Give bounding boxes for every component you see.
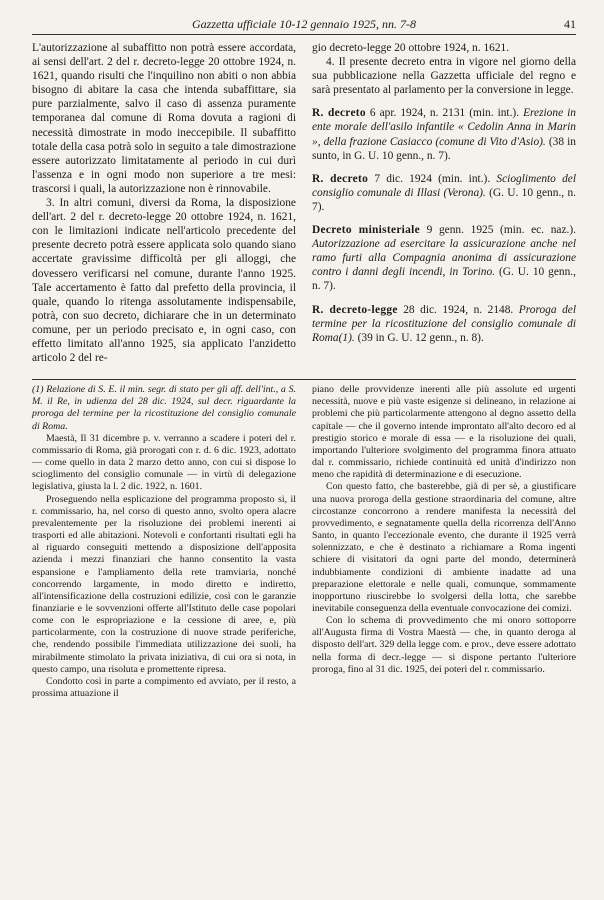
gazette-title: Gazzetta ufficiale 10-12 gennaio 1925, nn. 7-8 [192, 17, 416, 31]
footnote-heading: (1) Relazione di S. E. il min. segr. di stato per gli aff. dell'int., a S. M. il Re, in udienza del 28 dic. 1924, sul decr. riguardante la proroga del termine per la ricostituzione del consiglio comunale di Roma. [32, 384, 296, 432]
footnote-paragraph: Condotto così in parte a compimento ed avviato, per il resto, a prossima attuazione il [32, 675, 296, 700]
paragraph-art-4: 4. Il presente decreto entra in vigore nel giorno della sua pubblicazione nella Gazzetta ufficiale del regno e sarà presentato al parlamento per la conversione in legge. [312, 56, 576, 97]
decree-ref: (G. U. 10 genn., n. 7). [312, 266, 577, 293]
footnote-paragraph: Proseguendo nella esplicazione del programma proposto si, il r. commissario, ha, nel corso di questo anno, svolto opera alacre prevalentemente per la risoluzione dei problemi inerenti ai trasporti ed alle abitazioni. Notevoli e confortanti risultati egli ha al riguardo conseguiti mettendo a disposizione dell'apposita azienda i mezzi finanziari che hanno consentito la vasta espansione e l'ampliamento della rete tramviaria, nonché concorrendo largamente, in modo diretto e indiretto, all'intensificazione della costruzioni edilizie, così con le garanzie finanziarie e le sovvenzioni offerte all'Istituto delle case popolari come con le espropriazione e la cessione di aree, e, più particolarmente, con la costruzione di nuove strade periferiche, che, rendendo possibile l'immediata utilizzazione dei suoli, ha mirabilmente stimolato la privata iniziativa, di cui ora si nota, in questo campo, una risoluta e promettente ripresa. [32, 493, 296, 675]
decree-ref: (38 in sunto, in G. U. 10 genn., n. 7). [312, 135, 576, 162]
footnote-paragraph: piano delle provvidenze inerenti alle più assolute ed urgenti necessità, nuove e più vaste esigenze si delineano, in relazione ai problemi che più particolarmente attengono al degno assetto della capitale — che il governo intende improntato all'alto decoro ed al prestigio storico e morale di essa — e la risoluzione dei quali, importando l'ulteriore svolgimento del programma finora attuato dal r. commissario, richiede continuità ed unità d'indirizzo non meno che rapidità di determinazione e di esecuzione. [312, 384, 576, 481]
decree-kind: R. decreto-legge [312, 303, 398, 316]
decree-date: 7 dic. 1924 (min. int.). [374, 172, 491, 185]
footnote-paragraph: Maestà, Il 31 dicembre p. v. verranno a scadere i poteri del r. commissario di Roma, già prorogati con r. d. 6 dic. 1923, adottato — come quello in data 2 marzo detto anno, con cui si dispose lo scioglimento del consiglio comunale — in virtù di delegazione legislativa, giusta la l. 2 dic. 1922, n. 1601. [32, 432, 296, 493]
footnote-paragraph: Con lo schema di provvedimento che mi onoro sottoporre all'Augusta firma di Vostra Maestà — che, in quanto deroga al disposto dell'art. 329 della legge com. e prov., deve essere adottato nella forma di decr.-legge — si dispone pertanto l'ulteriore proroga, fino al 31 dic. 1925, dei poteri del r. commissario. [312, 615, 576, 675]
decree-title: Erezione in ente morale dell'asilo infantile « Cedolin Anna in Marin », della frazione Casiacco (comune di Vito d'Asio). [312, 107, 576, 148]
paragraph-continuation: gio decreto-legge 20 ottobre 1924, n. 1621. [312, 42, 510, 54]
page-number: 41 [564, 17, 576, 31]
decree-kind: R. decreto [312, 107, 366, 120]
footnote-paragraph: Con questo fatto, che basterebbe, già di per sè, a giustificare una nuova proroga della gestione straordinaria del comune, altre circostanze concorrono a rendere manifesta la necessità del provvedimento, e segnatamente quella della ricorrenza dell'Anno Santo, in quanto l'eccezionale evento, che durante il 1925 verrà solennizzato, e che è destinato a richiamare a Roma ingenti schiere di visitatori da ogni parte del mondo, determinerà indubbiamente condizioni di ambiente inadatte ad una preparazione elettorale e nelle quali, comunque, sommamente inopportuno riuscirebbe lo svolgersi della lotta, che sarebbe inevitabile conseguenza della eventuale convocazione dei comizi. [312, 481, 576, 614]
paragraph-art-3: 3. In altri comuni, diversi da Roma, la disposizione dell'art. 2 del r. decreto-legge 20 ottobre 1924, n. 1621, con le limitazioni indicate nell'articolo precedente del presente decreto potrà essere applicata solo quando siano accertate gravissime difficoltà per gli alloggi, che dovessero verificarsi nel comune, durante l'anno 1925. Tale accertamento è fatto dal prefetto della provincia, il quale, quando lo ritenga assolutamente indispensabile, potrà, con suo decreto, dichiarare che in un determinato comune, per un periodo precisato e, in ogni caso, con effetto limitato all'anno 1925, sia applicato l'anzidetto articolo 2 del re- [32, 197, 296, 365]
right-column [312, 41, 576, 365]
paragraph-subaffitto: L'autorizzazione al subaffitto non potrà essere accordata, ai sensi dell'art. 2 del r. decreto-legge 20 ottobre 1924, n. 1621, quando risulti che l'inquilino non abiti o non abbia bisogno di abitare la casa che intenda subaffittare, sia pure parzialmente, salvo il caso di assenza puramente temporanea dal comune di Roma dovuta a ragioni di necessità dimostrate in modo ineccepibile. Il subaffitto totale della casa potrà solo in seguito a tale dimostrazione essere autorizzato limitatamente al periodo in cui durì l'assenza e in ogni modo non superiore a tre mesi: trascorsi i quali, la autorizzazione non è rinnovabile. [32, 42, 296, 195]
decree-date: 9 genn. 1925 (min. ec. naz.). [426, 224, 576, 237]
decree-title: Proroga del termine per la ricostituzione del consiglio comunale di Roma(1). [312, 303, 576, 344]
left-column [32, 41, 296, 365]
footnote-left-column [32, 384, 296, 700]
decree-title: Autorizzazione ad esercitare la assicurazione anche nel ramo furti alla Compagnia anonima di assicurazione contro i danni degli incendi, in Torino. [312, 238, 576, 279]
decree-kind: Decreto ministeriale [312, 224, 420, 237]
decree-entry [312, 303, 576, 345]
running-head [32, 16, 576, 35]
decree-title: Scioglimento del consiglio comunale di Illasi (Verona). [312, 172, 576, 199]
decree-date: 28 dic. 1924, n. 2148. [403, 303, 514, 316]
footnote-separator [32, 379, 576, 380]
decree-kind: R. decreto [312, 172, 369, 185]
decree-ref: (G. U. 10 genn., n. 7). [312, 186, 576, 213]
footnote-right-column [312, 384, 576, 700]
decree-date: 6 apr. 1924, n. 2131 (min. int.). [369, 107, 520, 120]
footnote-columns [32, 384, 576, 700]
decree-entry [312, 106, 576, 162]
decree-entry [312, 172, 576, 214]
decree-ref: (39 in G. U. 12 genn., n. 8). [357, 331, 484, 344]
decree-entry [312, 223, 576, 293]
main-columns [32, 41, 576, 365]
